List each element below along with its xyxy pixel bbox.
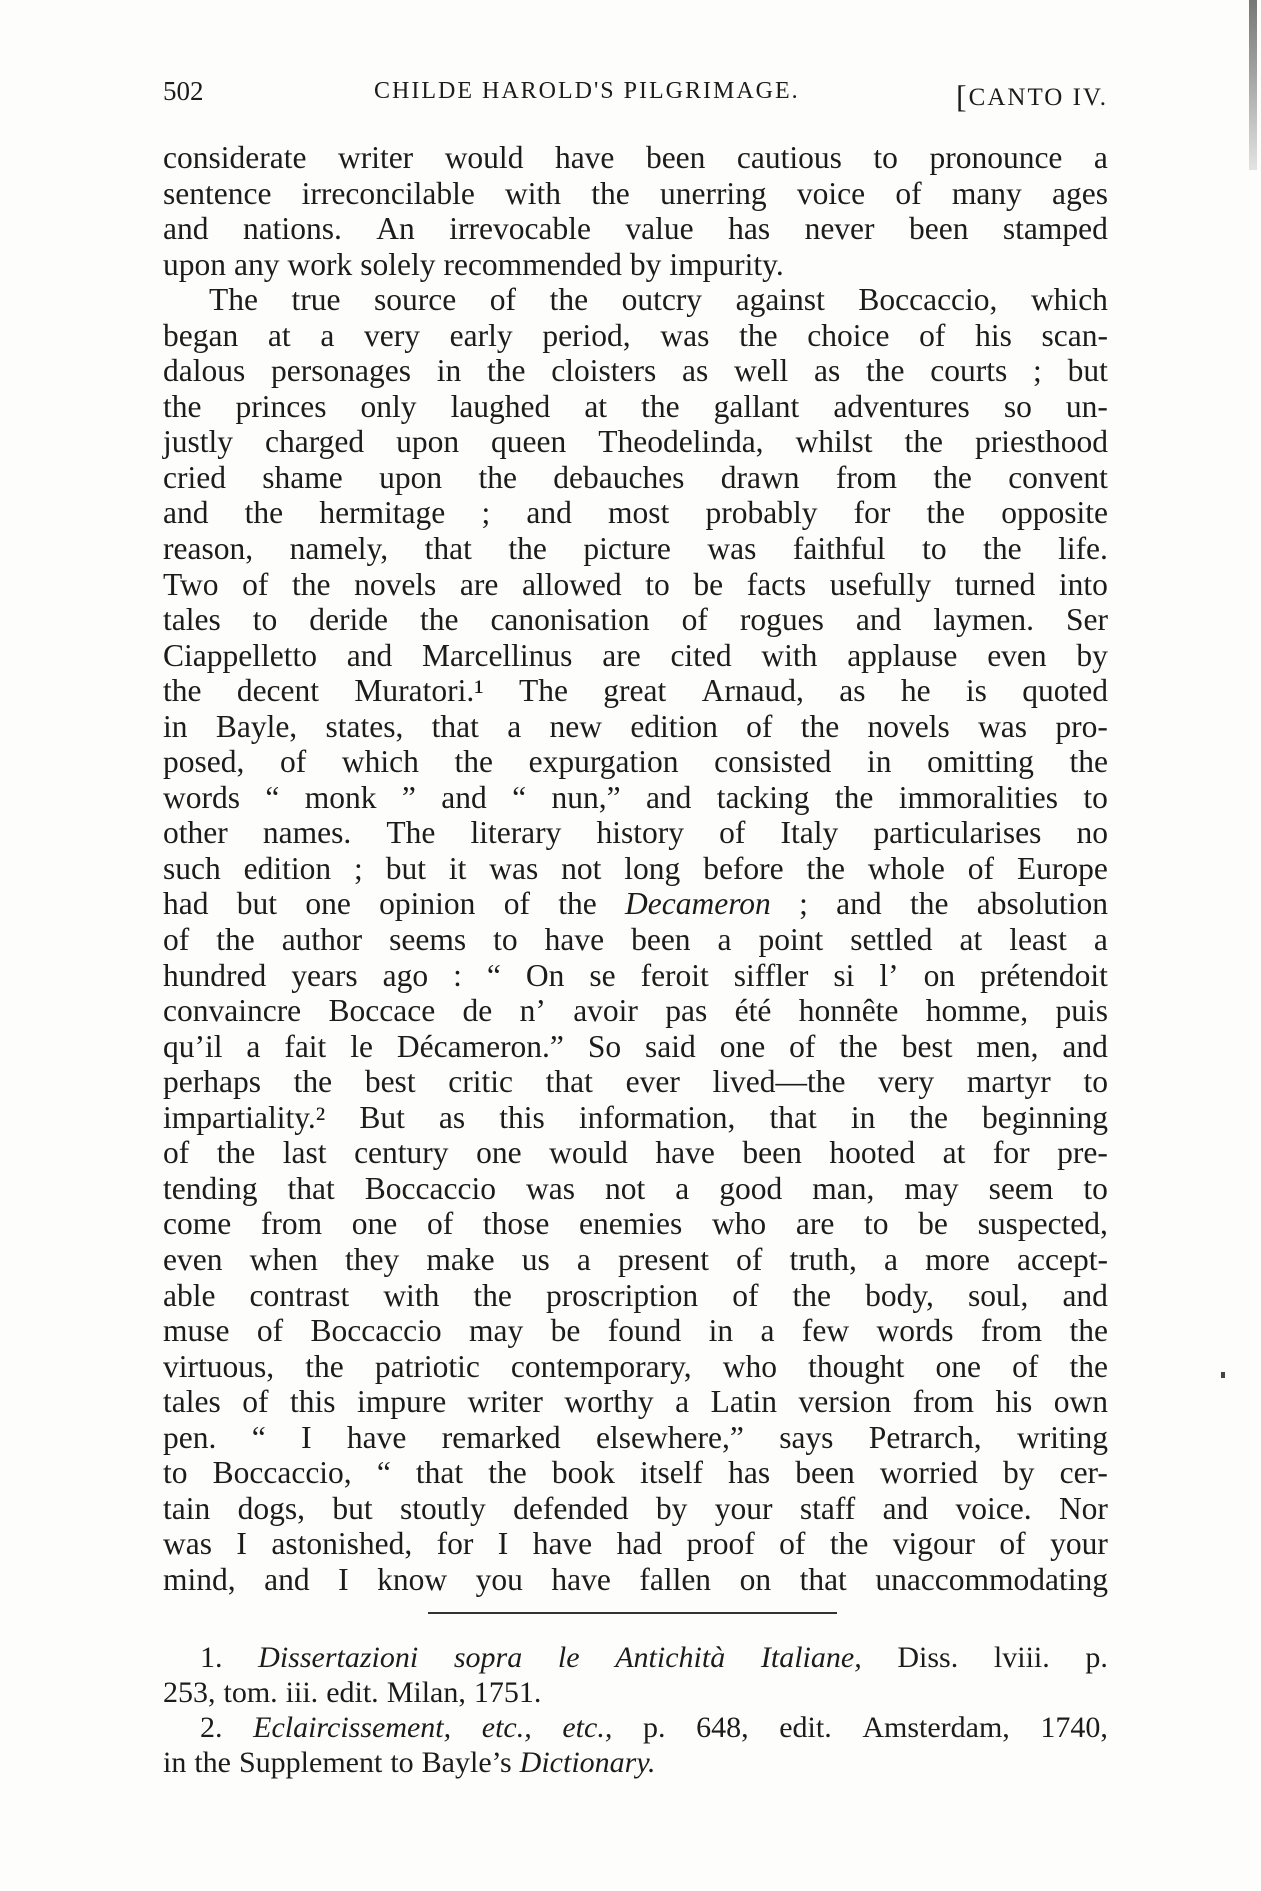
text-line: able contrast with the proscription of the body, soul, and — [163, 1277, 1108, 1313]
text-line: the decent Muratori.¹ The great Arnaud, as he is quoted — [163, 673, 1108, 709]
text-line: tales of this impure writer worthy a Latin version from his own — [163, 1384, 1108, 1420]
text-line: and nations. An irrevocable value has never been stamped — [163, 211, 1108, 247]
text-line: Ciappelletto and Marcellinus are cited with applause even by — [163, 637, 1108, 673]
footnote-line: in the Supplement to Bayle’s Dictionary. — [163, 1746, 656, 1779]
running-header — [163, 68, 1108, 114]
text-line: muse of Boccaccio may be found in a few words from the — [163, 1313, 1108, 1349]
footnote-line: 1. Dissertazioni sopra le Antichità Italiane, Diss. lviii. p. — [200, 1641, 1108, 1674]
text-line: dalous personages in the cloisters as well as the courts ; but — [163, 353, 1108, 389]
text-line: qu’il a fait le Décameron.” So said one of the best men, and — [163, 1028, 1108, 1064]
text-line: and the hermitage ; and most probably for the opposite — [163, 495, 1108, 531]
text-line: of the last century one would have been hooted at for pre- — [163, 1135, 1108, 1171]
text-line: upon any work solely recommended by impurity. — [163, 246, 784, 282]
text-line: to Boccaccio, “ that the book itself has been worried by cer- — [163, 1455, 1108, 1491]
text-line: hundred years ago : “ On se feroit siffler si l’ on prétendoit — [163, 957, 1108, 993]
scan-speck — [1221, 1372, 1225, 1378]
footnote-line: 253, tom. iii. edit. Milan, 1751. — [163, 1676, 542, 1709]
text-line: cried shame upon the debauches drawn from the convent — [163, 459, 1108, 495]
footnotes — [163, 1640, 1108, 1780]
canto-label — [956, 76, 1108, 113]
text-line: tain dogs, but stoutly defended by your staff and voice. Nor — [163, 1490, 1108, 1526]
canto-text: CANTO IV. — [968, 84, 1108, 111]
text-line: even when they make us a present of truth, a more accept- — [163, 1241, 1108, 1277]
text-line: considerate writer would have been cautious to pronounce a — [163, 140, 1108, 175]
text-line: such edition ; but it was not long before the whole of Europe — [163, 850, 1108, 886]
footnote-rule — [428, 1612, 837, 1614]
text-line: impartiality.² But as this information, that in the beginning — [163, 1099, 1108, 1135]
text-line: perhaps the best critic that ever lived—the very martyr to — [163, 1064, 1108, 1100]
text-line: reason, namely, that the picture was faithful to the life. — [163, 531, 1108, 567]
text-line: of the author seems to have been a point settled at least a — [163, 922, 1108, 958]
text-line: pen. “ I have remarked elsewhere,” says Petrarch, writing — [163, 1419, 1108, 1455]
footnote-line: 2. Eclaircissement, etc., etc., p. 648, edit. Amsterdam, 1740, — [200, 1711, 1108, 1744]
text-line: convaincre Boccace de n’ avoir pas été honnête homme, puis — [163, 993, 1108, 1029]
text-line: the princes only laughed at the gallant adventures so un- — [163, 388, 1108, 424]
text-line: tending that Boccaccio was not a good man, may seem to — [163, 1170, 1108, 1206]
bracket-glyph: [ — [956, 78, 969, 114]
text-line: mind, and I know you have fallen on that unaccommodating — [163, 1561, 1108, 1597]
text-line: Two of the novels are allowed to be facts usefully turned into — [163, 566, 1108, 602]
text-line: was I astonished, for I have had proof of the vigour of your — [163, 1526, 1108, 1562]
text-line: come from one of those enemies who are to be suspected, — [163, 1206, 1108, 1242]
page-number: 502 — [163, 76, 204, 106]
text-line: words “ monk ” and “ nun,” and tacking the immoralities to — [163, 779, 1108, 815]
text-line: justly charged upon queen Theodelinda, whilst the priesthood — [163, 424, 1108, 460]
text-line: sentence irreconcilable with the unerring voice of many ages — [163, 175, 1108, 211]
text-line: began at a very early period, was the choice of his scan- — [163, 317, 1108, 353]
text-line: tales to deride the canonisation of rogues and laymen. Ser — [163, 602, 1108, 638]
text-line: other names. The literary history of Italy particularises no — [163, 815, 1108, 851]
scan-edge-shadow — [1249, 0, 1257, 170]
text-line: virtuous, the patriotic contemporary, who thought one of the — [163, 1348, 1108, 1384]
text-line: in Bayle, states, that a new edition of the novels was pro- — [163, 708, 1108, 744]
text-line: The true source of the outcry against Boccaccio, which — [209, 282, 1108, 318]
text-line: had but one opinion of the Decameron ; and the absolution — [163, 886, 1108, 922]
running-title: CHILDE HAROLD'S PILGRIMAGE. — [374, 78, 800, 104]
text-line: posed, of which the expurgation consisted in omitting the — [163, 744, 1108, 780]
body-text — [163, 140, 1108, 1597]
